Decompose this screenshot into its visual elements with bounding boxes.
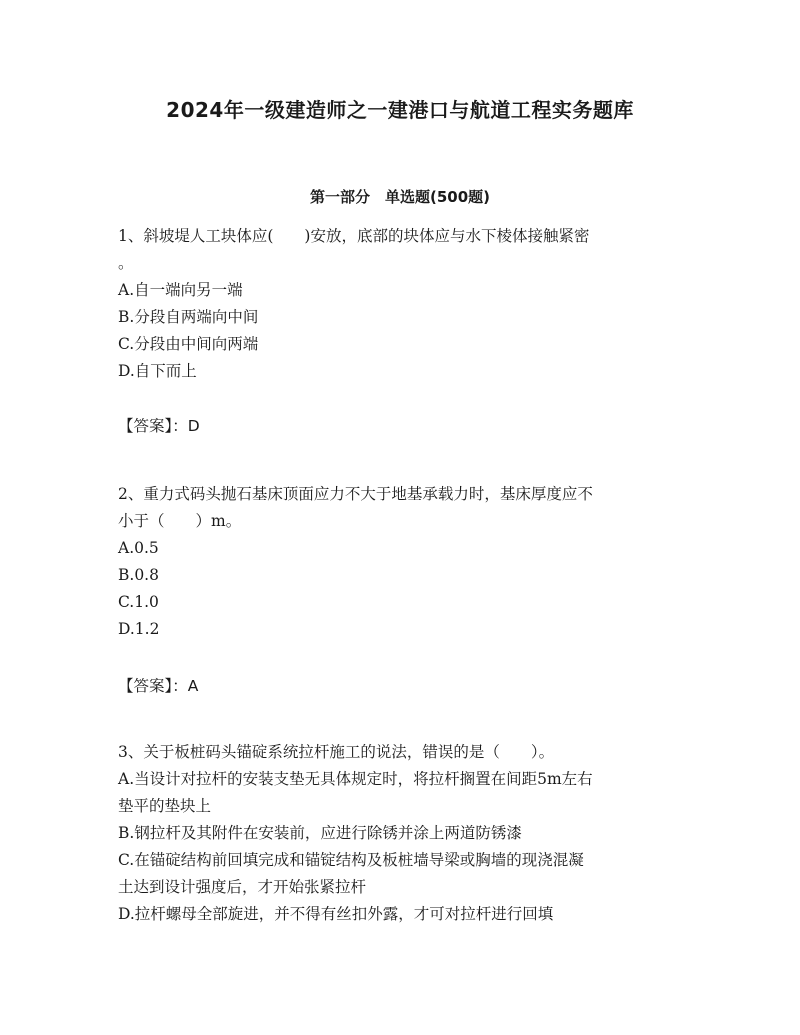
option-a: A.当设计对拉杆的安装支垫无具体规定时，将拉杆搁置在间距5m左右 xyxy=(118,770,593,788)
question-stem-line: 1、斜坡堤人工块体应( )安放，底部的块体应与水下棱体接触紧密 xyxy=(118,227,590,245)
option-d: D.1.2 xyxy=(118,620,160,638)
question-stem-line: 2、重力式码头抛石基床顶面应力不大于地基承载力时，基床厚度应不 xyxy=(118,485,593,503)
option-d: D.拉杆螺母全部旋进，并不得有丝扣外露，才可对拉杆进行回填 xyxy=(118,905,554,923)
answer-line: 【答案】：A xyxy=(118,677,199,695)
option-a: A.自一端向另一端 xyxy=(118,281,243,299)
option-b: B.分段自两端向中间 xyxy=(118,308,259,326)
option-d: D.自下而上 xyxy=(118,362,197,380)
option-b: B.钢拉杆及其附件在安装前，应进行除锈并涂上两道防锈漆 xyxy=(118,824,522,842)
option-b: B.0.8 xyxy=(118,566,159,584)
question-stem-line: 3、关于板桩码头锚碇系统拉杆施工的说法，错误的是（ ）。 xyxy=(118,743,555,761)
answer-line: 【答案】：D xyxy=(118,417,200,435)
document-title: 2024年一级建造师之一建港口与航道工程实务题库 xyxy=(166,98,634,122)
option-a: A.0.5 xyxy=(118,539,159,557)
question-stem-line: 。 xyxy=(118,254,134,272)
question-stem-line: 小于（ ）m。 xyxy=(118,512,242,530)
option-c: C.1.0 xyxy=(118,593,159,611)
option-a-continued: 垫平的垫块上 xyxy=(118,797,212,815)
option-c: C.在锚碇结构前回填完成和锚锭结构及板桩墙导梁或胸墙的现浇混凝 xyxy=(118,851,584,869)
option-c-continued: 土达到设计强度后，才开始张紧拉杆 xyxy=(118,878,367,896)
section-title: 第一部分 单选题(500题) xyxy=(309,188,491,206)
option-c: C.分段由中间向两端 xyxy=(118,335,259,353)
